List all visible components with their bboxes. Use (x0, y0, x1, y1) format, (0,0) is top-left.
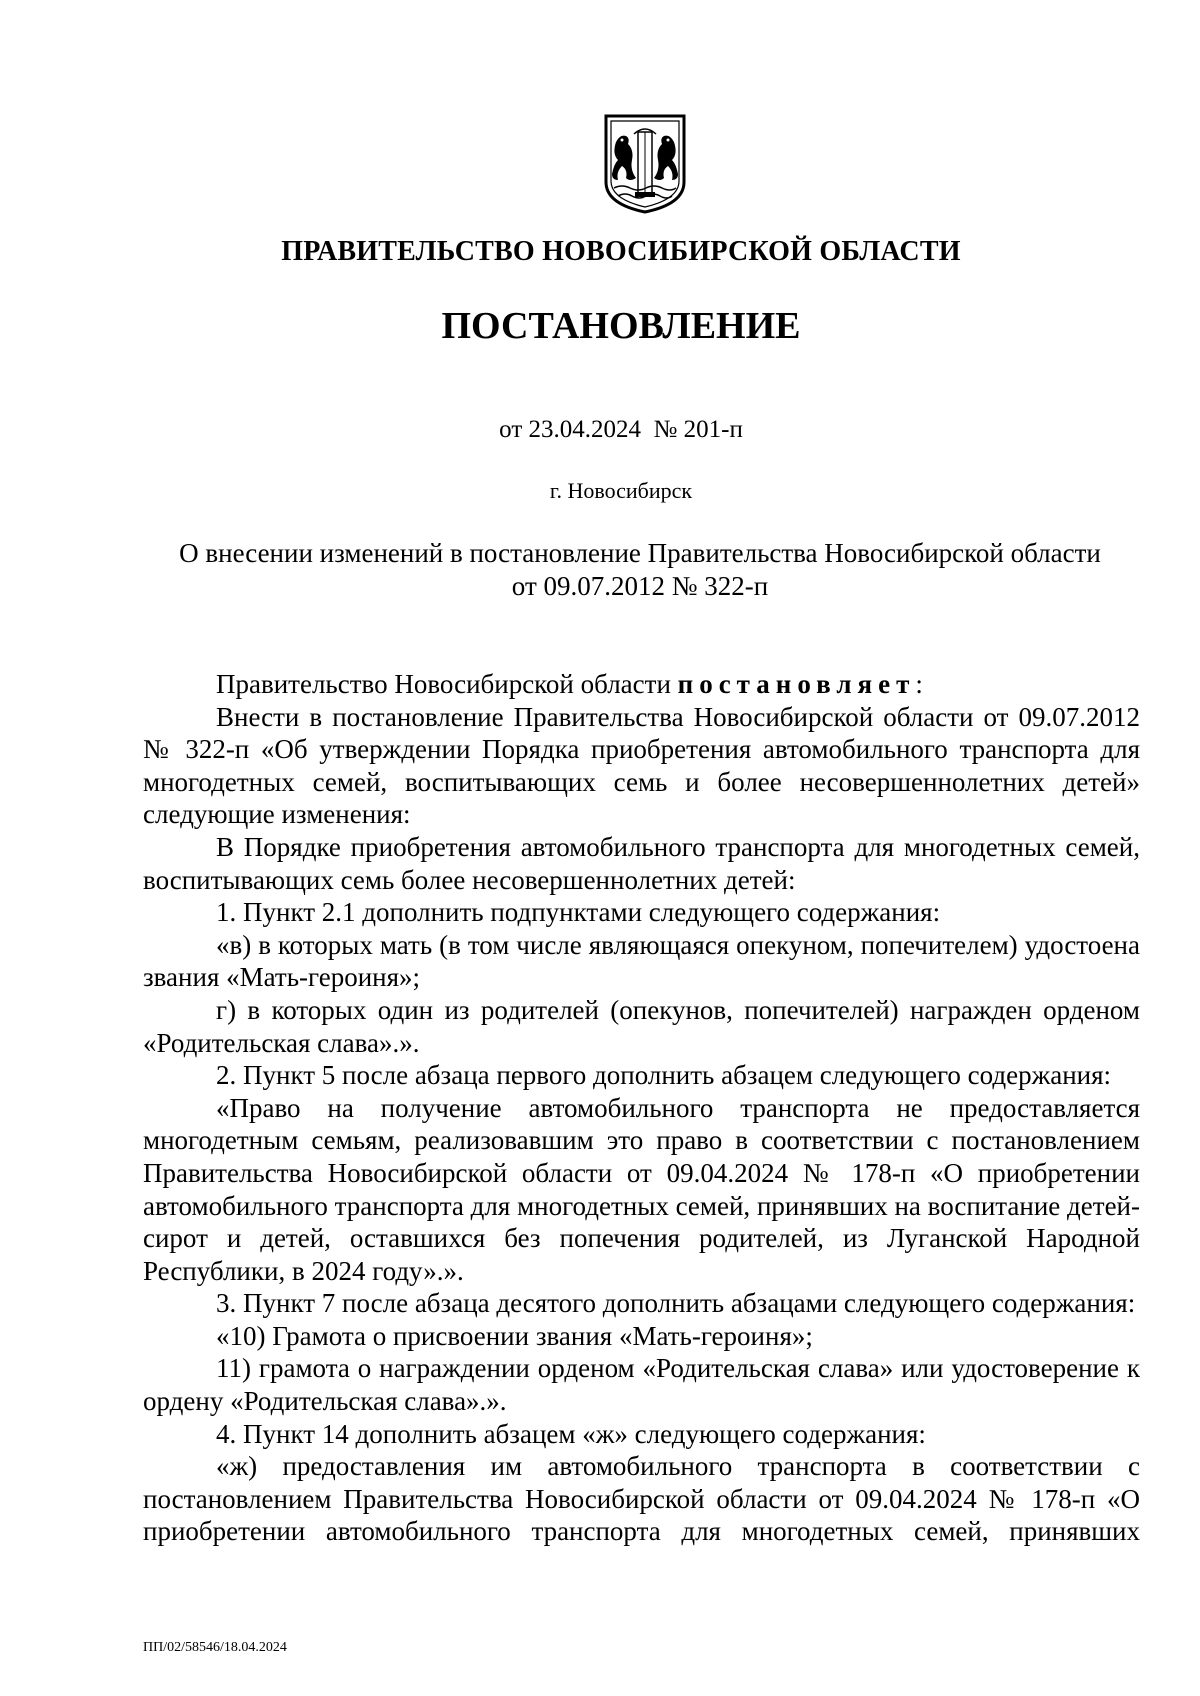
paragraph: 11) грамота о награждении орденом «Родительская слава» или удостоверение к ордену «Родительская слава».». (143, 1353, 1140, 1417)
paragraph: «Право на получение автомобильного транспорта не предоставляется многодетным семьям, реализовавшим это право в соответствии с постановлением Правительства Новосибирской области от 09.04.2024 № 178-п «О приобретении автомобильного транспорта для многодетных семей, принявших на воспитание детей-сирот и детей, оставшихся без попечения родителей, из Луганской Народной Республики, в 2024 году».». (143, 1092, 1140, 1286)
subject-line-1: О внесении изменений в постановление Правительства Новосибирской области (179, 538, 1101, 568)
paragraph: 2. Пункт 5 после абзаца первого дополнить абзацем следующего содержания: (216, 1060, 1112, 1091)
document-type-heading: ПОСТАНОВЛЕНИЕ (441, 305, 801, 347)
document-place: г. Новосибирск (549, 478, 693, 503)
document-body (143, 668, 1140, 1548)
subject-line-2: от 09.07.2012 № 322-п (511, 571, 769, 601)
decree-prefix: Правительство Новосибирской области (216, 669, 678, 699)
paragraph: «в) в которых мать (в том числе являющаяся опекуном, попечителем) удостоена звания «Мать-героиня»; (143, 929, 1140, 993)
document-subject (140, 537, 1140, 603)
paragraph: 3. Пункт 7 после абзаца десятого дополнить абзацами следующего содержания: (216, 1288, 1136, 1319)
decree-statement (143, 668, 1140, 701)
organization-title: ПРАВИТЕЛЬСТВО НОВОСИБИРСКОЙ ОБЛАСТИ (281, 236, 961, 267)
coat-of-arms-icon (600, 112, 690, 216)
document-number-date: от 23.04.2024 № 201-п (499, 416, 743, 443)
paragraph: «ж) предоставления им автомобильного транспорта в соответствии с постановлением Правительства Новосибирской области от 09.04.2024 № 178-п «О приобретении автомобильного транспорта для многодетных семей, принявших (143, 1451, 1140, 1547)
paragraph: г) в которых один из родителей (опекунов, попечителей) награжден орденом «Родительская слава».». (143, 994, 1140, 1058)
decree-word: постановляет (677, 669, 916, 699)
decree-suffix: : (915, 669, 923, 699)
paragraph: 1. Пункт 2.1 дополнить подпунктами следующего содержания: (216, 897, 941, 928)
paragraph: «10) Грамота о присвоении звания «Мать-героиня»; (216, 1320, 813, 1351)
paragraph: Внести в постановление Правительства Новосибирской области от 09.07.2012 № 322-п «Об утверждении Порядка приобретения автомобильного транспорта для многодетных семей, воспитывающих семь и более несовершеннолетних детей» следующие изменения: (143, 701, 1140, 830)
footer-document-code: ПП/02/58546/18.04.2024 (143, 1640, 287, 1655)
paragraph: В Порядке приобретения автомобильного транспорта для многодетных семей, воспитывающих семь более несовершеннолетних детей: (143, 831, 1140, 895)
paragraph: 4. Пункт 14 дополнить абзацем «ж» следующего содержания: (216, 1418, 926, 1449)
